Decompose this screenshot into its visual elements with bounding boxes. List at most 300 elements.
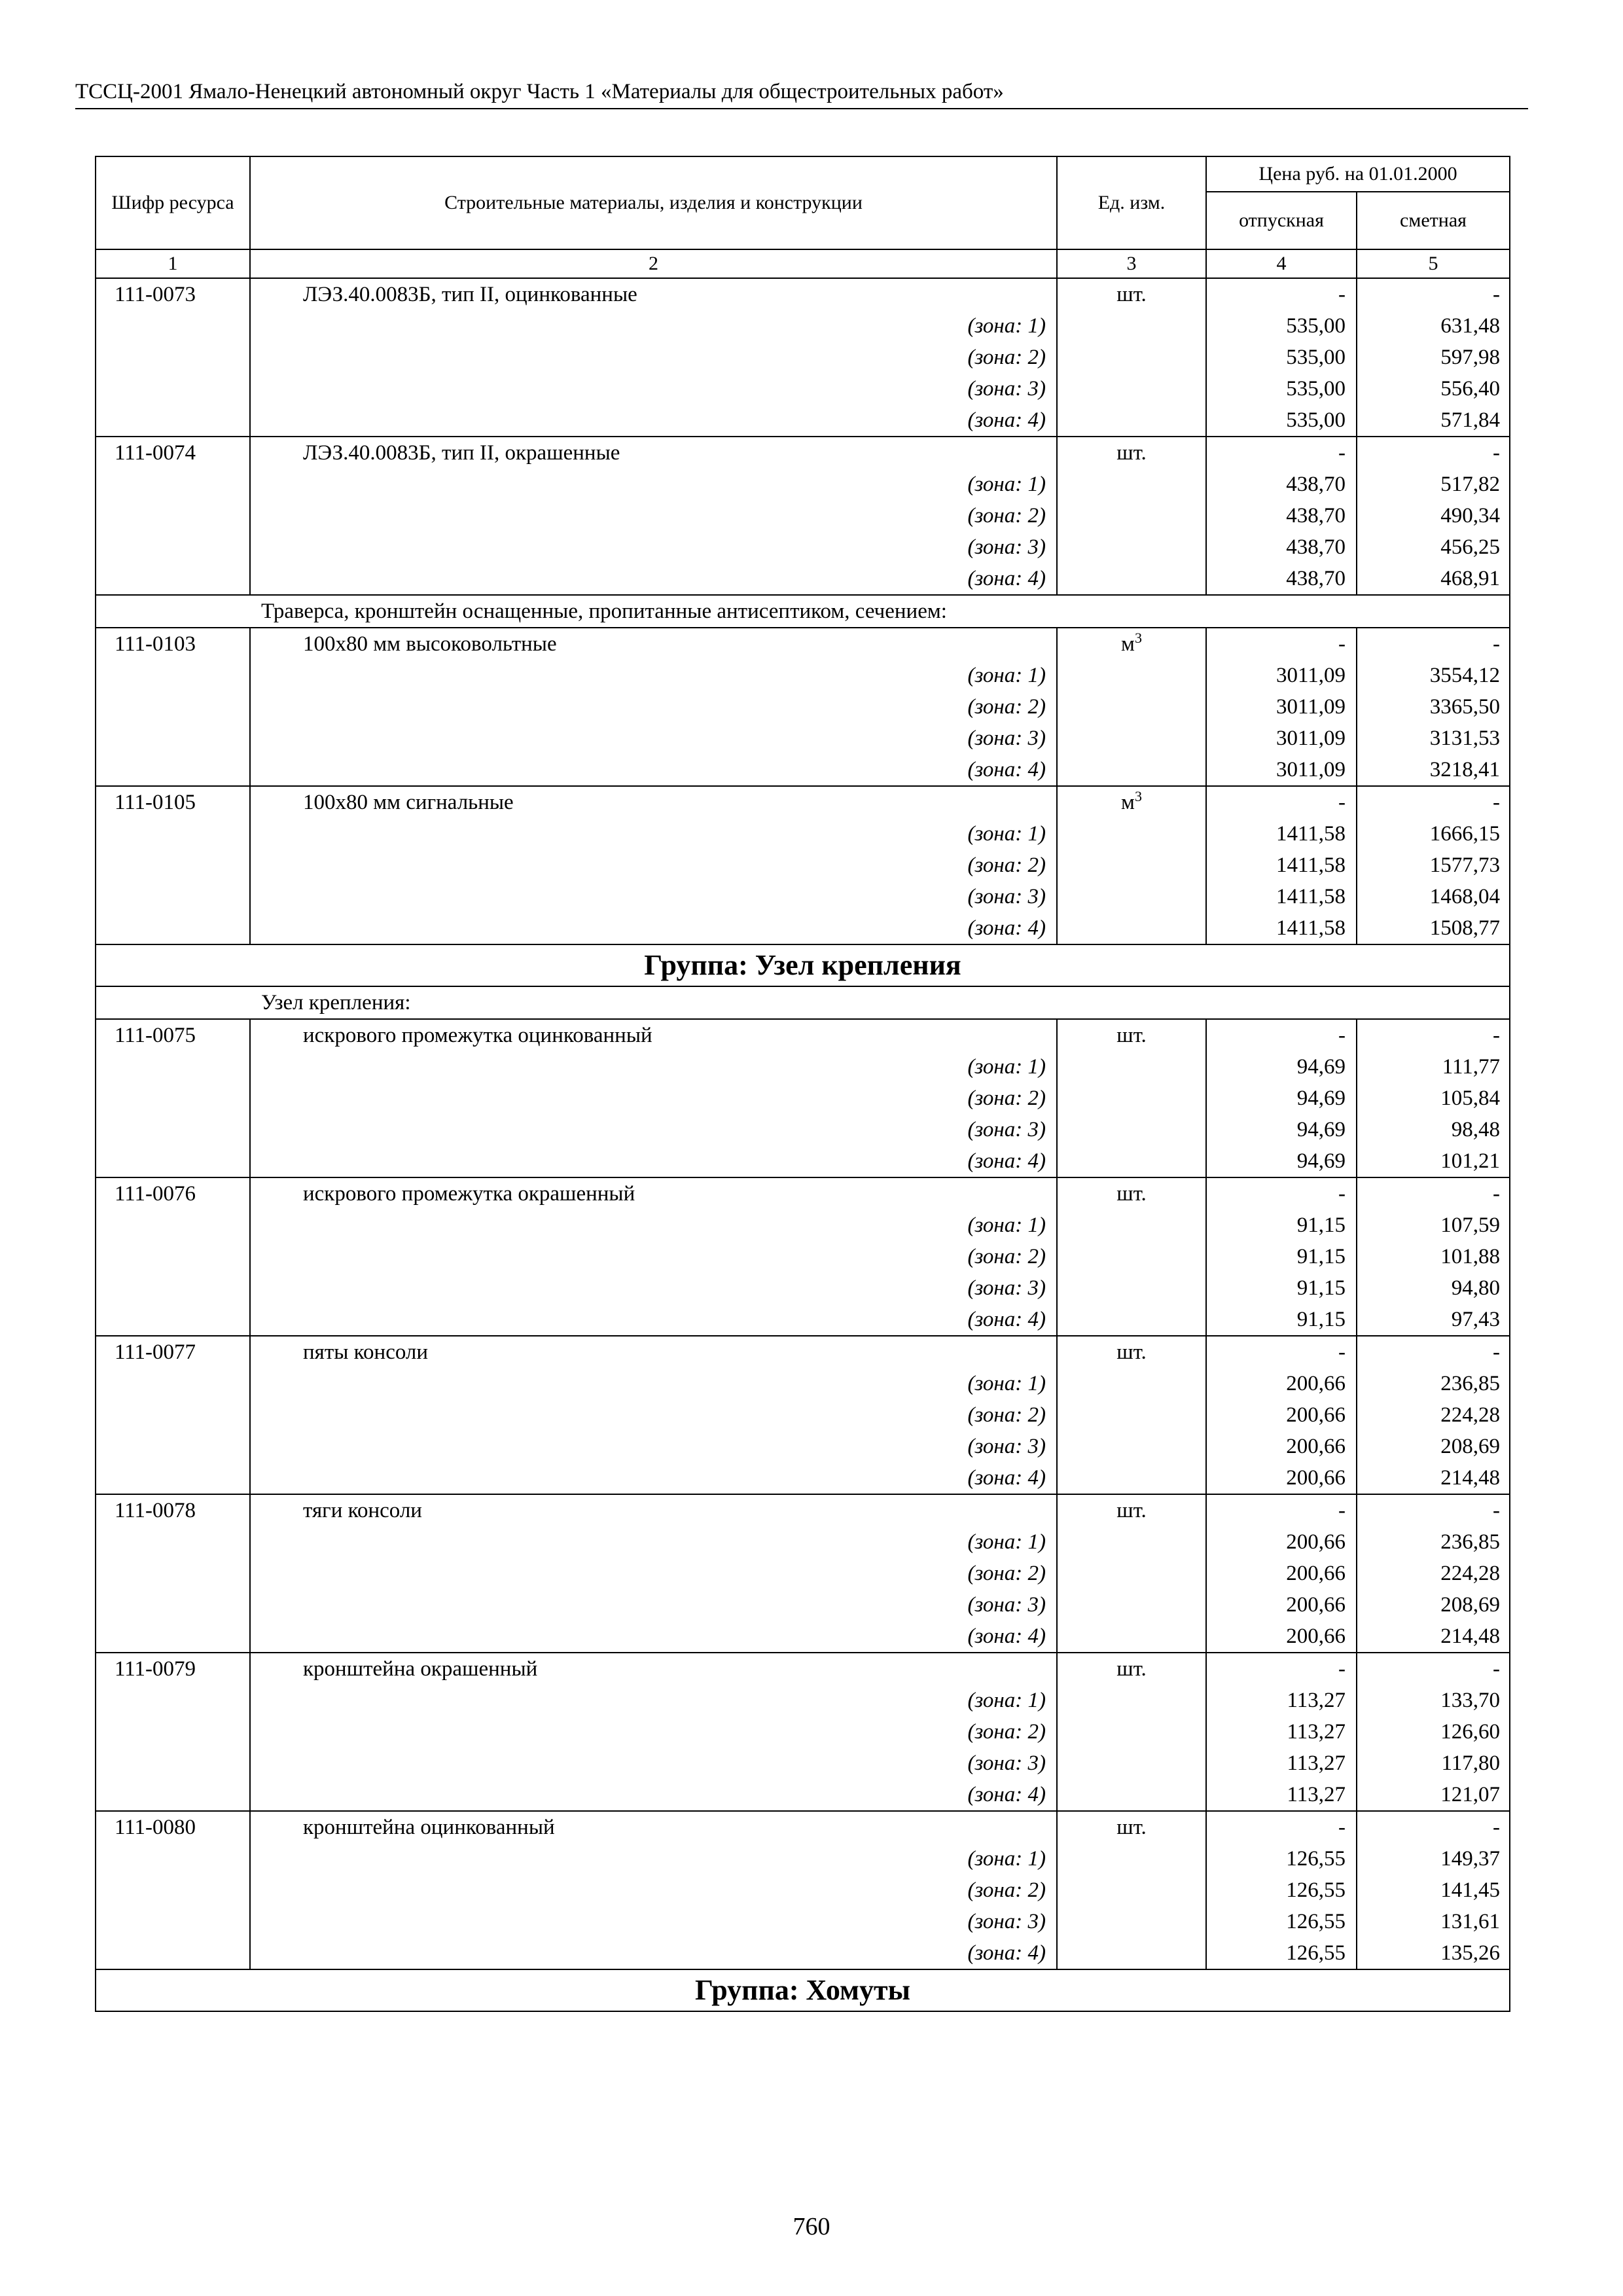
- empty-cell: [96, 723, 250, 754]
- empty-cell: [1057, 1304, 1206, 1336]
- zone-label: (зона: 4): [250, 1937, 1057, 1969]
- empty-cell: [96, 1558, 250, 1589]
- col-header-estimate: сметная: [1357, 192, 1510, 249]
- release-price: 3011,09: [1206, 660, 1357, 691]
- table-row: [96, 278, 1510, 310]
- estimate-price: 94,80: [1357, 1272, 1510, 1304]
- zone-row: [96, 1937, 1510, 1969]
- empty-cell: [1057, 342, 1206, 373]
- resource-code: 111-0105: [96, 786, 250, 818]
- zone-row: [96, 1272, 1510, 1304]
- zone-label: (зона: 2): [250, 1874, 1057, 1906]
- table-row: [96, 628, 1510, 660]
- release-price: 535,00: [1206, 373, 1357, 404]
- zone-row: [96, 1748, 1510, 1779]
- release-price: 3011,09: [1206, 691, 1357, 723]
- release-price: 200,66: [1206, 1526, 1357, 1558]
- release-price: 1411,58: [1206, 881, 1357, 912]
- empty-cell: [1057, 1272, 1206, 1304]
- zone-label: (зона: 1): [250, 1368, 1057, 1399]
- estimate-price: 224,28: [1357, 1558, 1510, 1589]
- release-price-empty: -: [1206, 1336, 1357, 1368]
- estimate-price: 597,98: [1357, 342, 1510, 373]
- empty-cell: [1057, 1526, 1206, 1558]
- estimate-price-empty: -: [1357, 1177, 1510, 1210]
- estimate-price: 517,82: [1357, 469, 1510, 500]
- empty-cell: [1057, 818, 1206, 850]
- col-number: 3: [1057, 249, 1206, 278]
- table-row: [96, 1336, 1510, 1368]
- empty-cell: [1057, 1779, 1206, 1811]
- zone-label: (зона: 1): [250, 660, 1057, 691]
- unit: [1057, 1811, 1206, 1843]
- empty-cell: [1057, 1368, 1206, 1399]
- zone-row: [96, 310, 1510, 342]
- release-price: 438,70: [1206, 469, 1357, 500]
- unit: [1057, 1177, 1206, 1210]
- subheading-row: [96, 595, 1510, 628]
- unit: [1057, 1019, 1206, 1051]
- release-price: 200,66: [1206, 1368, 1357, 1399]
- estimate-price: 1666,15: [1357, 818, 1510, 850]
- zone-row: [96, 1145, 1510, 1177]
- material-name: тяги консоли: [250, 1494, 1057, 1526]
- empty-cell: [1057, 1241, 1206, 1272]
- material-name: ЛЭЗ.40.0083Б, тип II, оцинкованные: [250, 278, 1057, 310]
- zone-label: (зона: 2): [250, 1241, 1057, 1272]
- zone-label: (зона: 3): [250, 881, 1057, 912]
- col-header-name: Строительные материалы, изделия и конструкции: [250, 156, 1057, 249]
- zone-label: (зона: 4): [250, 1779, 1057, 1811]
- empty-cell: [1057, 373, 1206, 404]
- zone-label: (зона: 2): [250, 1716, 1057, 1748]
- zone-label: (зона: 2): [250, 1558, 1057, 1589]
- zone-label: (зона: 3): [250, 531, 1057, 563]
- unit: [1057, 437, 1206, 469]
- release-price: 200,66: [1206, 1431, 1357, 1462]
- subheading: Траверса, кронштейн оснащенные, пропитанные антисептиком, сечением:: [96, 595, 1510, 628]
- zone-row: [96, 1526, 1510, 1558]
- empty-cell: [1057, 1051, 1206, 1083]
- material-name: 100х80 мм сигнальные: [250, 786, 1057, 818]
- empty-cell: [1057, 1114, 1206, 1145]
- resource-code: 111-0077: [96, 1336, 250, 1368]
- empty-cell: [96, 1368, 250, 1399]
- col-number: 4: [1206, 249, 1357, 278]
- zone-row: [96, 469, 1510, 500]
- estimate-price: 133,70: [1357, 1685, 1510, 1716]
- zone-row: [96, 1589, 1510, 1621]
- empty-cell: [1057, 1621, 1206, 1653]
- empty-cell: [1057, 1874, 1206, 1906]
- release-price: 1411,58: [1206, 850, 1357, 881]
- empty-cell: [96, 373, 250, 404]
- empty-cell: [1057, 563, 1206, 595]
- unit: [1057, 1336, 1206, 1368]
- release-price: 113,27: [1206, 1685, 1357, 1716]
- estimate-price: 101,88: [1357, 1241, 1510, 1272]
- empty-cell: [1057, 881, 1206, 912]
- zone-row: [96, 1210, 1510, 1241]
- zone-label: (зона: 2): [250, 500, 1057, 531]
- unit: [1057, 1494, 1206, 1526]
- zone-label: (зона: 4): [250, 1145, 1057, 1177]
- estimate-price: 97,43: [1357, 1304, 1510, 1336]
- empty-cell: [1057, 1589, 1206, 1621]
- empty-cell: [1057, 1145, 1206, 1177]
- release-price: 94,69: [1206, 1051, 1357, 1083]
- material-name: ЛЭЗ.40.0083Б, тип II, окрашенные: [250, 437, 1057, 469]
- estimate-price: 101,21: [1357, 1145, 1510, 1177]
- empty-cell: [96, 1431, 250, 1462]
- estimate-price-empty: -: [1357, 628, 1510, 660]
- subheading-row: [96, 986, 1510, 1019]
- zone-row: [96, 850, 1510, 881]
- empty-cell: [96, 1145, 250, 1177]
- release-price: 438,70: [1206, 500, 1357, 531]
- empty-cell: [1057, 754, 1206, 786]
- unit-text: м: [1121, 632, 1135, 656]
- estimate-price: 105,84: [1357, 1083, 1510, 1114]
- unit-text: шт.: [1116, 1499, 1147, 1522]
- estimate-price: 236,85: [1357, 1526, 1510, 1558]
- zone-label: (зона: 1): [250, 1526, 1057, 1558]
- empty-cell: [96, 1937, 250, 1969]
- release-price-empty: -: [1206, 1811, 1357, 1843]
- zone-label: (зона: 3): [250, 1589, 1057, 1621]
- estimate-price: 631,48: [1357, 310, 1510, 342]
- release-price-empty: -: [1206, 786, 1357, 818]
- running-header: ТССЦ-2001 Ямало-Ненецкий автономный округ Часть 1 «Материалы для общестроительных работ»: [75, 80, 1004, 103]
- estimate-price: 149,37: [1357, 1843, 1510, 1874]
- zone-label: (зона: 4): [250, 404, 1057, 437]
- material-name: пяты консоли: [250, 1336, 1057, 1368]
- estimate-price-empty: -: [1357, 278, 1510, 310]
- empty-cell: [96, 1399, 250, 1431]
- zone-label: (зона: 3): [250, 723, 1057, 754]
- material-name: искрового промежутка окрашенный: [250, 1177, 1057, 1210]
- zone-label: (зона: 3): [250, 373, 1057, 404]
- table-body: [96, 278, 1510, 2011]
- zone-row: [96, 754, 1510, 786]
- zone-row: [96, 1083, 1510, 1114]
- table-row: [96, 1019, 1510, 1051]
- unit-text: шт.: [1116, 1182, 1147, 1206]
- estimate-price: 208,69: [1357, 1589, 1510, 1621]
- empty-cell: [96, 310, 250, 342]
- zone-label: (зона: 4): [250, 1621, 1057, 1653]
- release-price: 94,69: [1206, 1114, 1357, 1145]
- estimate-price: 571,84: [1357, 404, 1510, 437]
- zone-label: (зона: 1): [250, 1210, 1057, 1241]
- release-price-empty: -: [1206, 1019, 1357, 1051]
- zone-label: (зона: 3): [250, 1431, 1057, 1462]
- zone-label: (зона: 3): [250, 1114, 1057, 1145]
- zone-row: [96, 1558, 1510, 1589]
- zone-label: (зона: 4): [250, 1462, 1057, 1494]
- release-price: 535,00: [1206, 404, 1357, 437]
- release-price: 94,69: [1206, 1083, 1357, 1114]
- release-price: 126,55: [1206, 1906, 1357, 1937]
- release-price: 91,15: [1206, 1272, 1357, 1304]
- release-price-empty: -: [1206, 1177, 1357, 1210]
- unit: [1057, 628, 1206, 660]
- estimate-price: 98,48: [1357, 1114, 1510, 1145]
- resource-code: 111-0075: [96, 1019, 250, 1051]
- release-price-empty: -: [1206, 1494, 1357, 1526]
- resource-code: 111-0074: [96, 437, 250, 469]
- empty-cell: [96, 1748, 250, 1779]
- estimate-price-empty: -: [1357, 1019, 1510, 1051]
- zone-row: [96, 818, 1510, 850]
- unit-text: шт.: [1116, 1816, 1147, 1839]
- price-table: [95, 156, 1510, 2012]
- empty-cell: [96, 1272, 250, 1304]
- estimate-price: 3365,50: [1357, 691, 1510, 723]
- empty-cell: [1057, 1748, 1206, 1779]
- empty-cell: [96, 342, 250, 373]
- empty-cell: [1057, 310, 1206, 342]
- empty-cell: [96, 881, 250, 912]
- estimate-price: 468,91: [1357, 563, 1510, 595]
- empty-cell: [96, 1843, 250, 1874]
- zone-label: (зона: 4): [250, 754, 1057, 786]
- zone-label: (зона: 4): [250, 563, 1057, 595]
- estimate-price-empty: -: [1357, 1336, 1510, 1368]
- release-price: 200,66: [1206, 1558, 1357, 1589]
- estimate-price-empty: -: [1357, 1494, 1510, 1526]
- estimate-price-empty: -: [1357, 1653, 1510, 1685]
- page-number: 760: [793, 2213, 830, 2240]
- table-row: [96, 437, 1510, 469]
- release-price: 200,66: [1206, 1621, 1357, 1653]
- empty-cell: [1057, 1558, 1206, 1589]
- unit-text: шт.: [1116, 1340, 1147, 1364]
- zone-label: (зона: 1): [250, 1051, 1057, 1083]
- group-row: [96, 944, 1510, 986]
- empty-cell: [96, 1685, 250, 1716]
- estimate-price-empty: -: [1357, 1811, 1510, 1843]
- col-header-release: отпускная: [1206, 192, 1357, 249]
- zone-row: [96, 373, 1510, 404]
- zone-row: [96, 912, 1510, 944]
- unit: [1057, 278, 1206, 310]
- release-price: 91,15: [1206, 1241, 1357, 1272]
- zone-label: (зона: 1): [250, 1843, 1057, 1874]
- zone-row: [96, 1399, 1510, 1431]
- release-price: 438,70: [1206, 531, 1357, 563]
- unit-text: шт.: [1116, 283, 1147, 306]
- empty-cell: [1057, 912, 1206, 944]
- empty-cell: [96, 1083, 250, 1114]
- estimate-price-empty: -: [1357, 437, 1510, 469]
- empty-cell: [96, 1906, 250, 1937]
- empty-cell: [1057, 1843, 1206, 1874]
- estimate-price: 131,61: [1357, 1906, 1510, 1937]
- zone-row: [96, 1304, 1510, 1336]
- unit-text: шт.: [1116, 1657, 1147, 1681]
- estimate-price: 117,80: [1357, 1748, 1510, 1779]
- zone-label: (зона: 2): [250, 1399, 1057, 1431]
- empty-cell: [96, 469, 250, 500]
- empty-cell: [96, 1526, 250, 1558]
- empty-cell: [96, 1462, 250, 1494]
- estimate-price: 135,26: [1357, 1937, 1510, 1969]
- empty-cell: [96, 1241, 250, 1272]
- empty-cell: [1057, 469, 1206, 500]
- empty-cell: [96, 754, 250, 786]
- table-row: [96, 1177, 1510, 1210]
- empty-cell: [1057, 660, 1206, 691]
- unit: [1057, 1653, 1206, 1685]
- empty-cell: [96, 850, 250, 881]
- release-price: 200,66: [1206, 1589, 1357, 1621]
- resource-code: 111-0076: [96, 1177, 250, 1210]
- material-name: 100х80 мм высоковольтные: [250, 628, 1057, 660]
- empty-cell: [96, 531, 250, 563]
- zone-label: (зона: 2): [250, 691, 1057, 723]
- zone-label: (зона: 4): [250, 912, 1057, 944]
- empty-cell: [1057, 691, 1206, 723]
- release-price: 126,55: [1206, 1843, 1357, 1874]
- zone-row: [96, 691, 1510, 723]
- zone-row: [96, 1779, 1510, 1811]
- resource-code: 111-0079: [96, 1653, 250, 1685]
- col-number: 2: [250, 249, 1057, 278]
- zone-label: (зона: 1): [250, 1685, 1057, 1716]
- empty-cell: [96, 660, 250, 691]
- zone-row: [96, 1051, 1510, 1083]
- release-price: 113,27: [1206, 1748, 1357, 1779]
- estimate-price: 111,77: [1357, 1051, 1510, 1083]
- empty-cell: [1057, 723, 1206, 754]
- col-header-code: Шифр ресурса: [96, 156, 250, 249]
- zone-row: [96, 1843, 1510, 1874]
- zone-row: [96, 1874, 1510, 1906]
- empty-cell: [96, 1779, 250, 1811]
- zone-label: (зона: 3): [250, 1748, 1057, 1779]
- group-row: [96, 1969, 1510, 2011]
- release-price: 1411,58: [1206, 818, 1357, 850]
- estimate-price: 3218,41: [1357, 754, 1510, 786]
- zone-row: [96, 660, 1510, 691]
- zone-row: [96, 1906, 1510, 1937]
- material-name: искрового промежутка оцинкованный: [250, 1019, 1057, 1051]
- estimate-price: 236,85: [1357, 1368, 1510, 1399]
- estimate-price: 1508,77: [1357, 912, 1510, 944]
- table-row: [96, 786, 1510, 818]
- zone-row: [96, 1462, 1510, 1494]
- zone-label: (зона: 3): [250, 1272, 1057, 1304]
- release-price: 3011,09: [1206, 723, 1357, 754]
- empty-cell: [96, 818, 250, 850]
- estimate-price: 224,28: [1357, 1399, 1510, 1431]
- empty-cell: [96, 1874, 250, 1906]
- zone-row: [96, 342, 1510, 373]
- zone-row: [96, 1621, 1510, 1653]
- unit-text: шт.: [1116, 441, 1147, 465]
- zone-row: [96, 1716, 1510, 1748]
- empty-cell: [1057, 1431, 1206, 1462]
- release-price: 91,15: [1206, 1304, 1357, 1336]
- empty-cell: [1057, 404, 1206, 437]
- empty-cell: [96, 691, 250, 723]
- estimate-price: 1577,73: [1357, 850, 1510, 881]
- empty-cell: [96, 563, 250, 595]
- zone-label: (зона: 1): [250, 310, 1057, 342]
- col-header-unit: Ед. изм.: [1057, 156, 1206, 249]
- zone-row: [96, 1431, 1510, 1462]
- release-price: 1411,58: [1206, 912, 1357, 944]
- empty-cell: [96, 912, 250, 944]
- subheading: Узел крепления:: [96, 986, 1510, 1019]
- estimate-price: 556,40: [1357, 373, 1510, 404]
- estimate-price: 490,34: [1357, 500, 1510, 531]
- col-number: 5: [1357, 249, 1510, 278]
- release-price: 113,27: [1206, 1779, 1357, 1811]
- zone-row: [96, 1685, 1510, 1716]
- zone-label: (зона: 3): [250, 1906, 1057, 1937]
- table-row: [96, 1811, 1510, 1843]
- resource-code: 111-0080: [96, 1811, 250, 1843]
- empty-cell: [96, 404, 250, 437]
- release-price: 126,55: [1206, 1874, 1357, 1906]
- zone-row: [96, 563, 1510, 595]
- resource-code: 111-0078: [96, 1494, 250, 1526]
- zone-label: (зона: 2): [250, 342, 1057, 373]
- empty-cell: [1057, 1399, 1206, 1431]
- estimate-price: 1468,04: [1357, 881, 1510, 912]
- empty-cell: [1057, 531, 1206, 563]
- material-name: кронштейна оцинкованный: [250, 1811, 1057, 1843]
- estimate-price: 3131,53: [1357, 723, 1510, 754]
- estimate-price: 121,07: [1357, 1779, 1510, 1811]
- zone-row: [96, 1368, 1510, 1399]
- estimate-price: 126,60: [1357, 1716, 1510, 1748]
- empty-cell: [96, 1051, 250, 1083]
- empty-cell: [1057, 1716, 1206, 1748]
- empty-cell: [1057, 1462, 1206, 1494]
- col-header-price-group: Цена руб. на 01.01.2000: [1206, 156, 1510, 192]
- release-price: 438,70: [1206, 563, 1357, 595]
- estimate-price: 107,59: [1357, 1210, 1510, 1241]
- empty-cell: [96, 1114, 250, 1145]
- group-heading: Группа: Хомуты: [96, 1969, 1510, 2011]
- empty-cell: [1057, 1083, 1206, 1114]
- empty-cell: [96, 1621, 250, 1653]
- release-price-empty: -: [1206, 1653, 1357, 1685]
- estimate-price-empty: -: [1357, 786, 1510, 818]
- empty-cell: [1057, 500, 1206, 531]
- estimate-price: 214,48: [1357, 1621, 1510, 1653]
- release-price: 200,66: [1206, 1462, 1357, 1494]
- zone-label: (зона: 1): [250, 818, 1057, 850]
- release-price: 535,00: [1206, 310, 1357, 342]
- empty-cell: [96, 1716, 250, 1748]
- empty-cell: [1057, 1906, 1206, 1937]
- empty-cell: [1057, 850, 1206, 881]
- zone-label: (зона: 4): [250, 1304, 1057, 1336]
- release-price: 94,69: [1206, 1145, 1357, 1177]
- zone-label: (зона: 2): [250, 850, 1057, 881]
- estimate-price: 141,45: [1357, 1874, 1510, 1906]
- zone-label: (зона: 2): [250, 1083, 1057, 1114]
- release-price-empty: -: [1206, 278, 1357, 310]
- release-price: 113,27: [1206, 1716, 1357, 1748]
- release-price: 91,15: [1206, 1210, 1357, 1241]
- unit: [1057, 786, 1206, 818]
- zone-row: [96, 1114, 1510, 1145]
